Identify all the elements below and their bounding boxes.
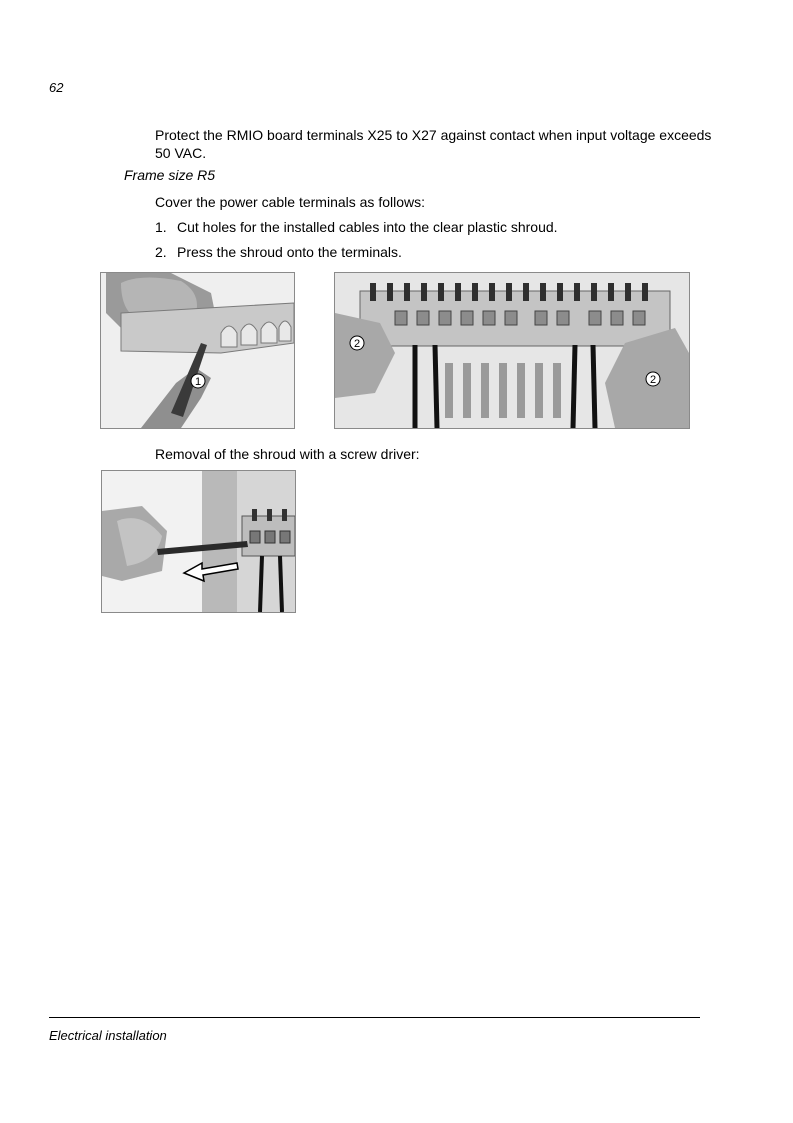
footer-rule (49, 1017, 700, 1018)
list-number: 1. (155, 219, 167, 235)
list-item (155, 219, 558, 235)
pressing-shroud-photo (334, 272, 690, 429)
list-number: 2. (155, 244, 167, 260)
list-item (155, 244, 402, 260)
protection-paragraph: Protect the RMIO board terminals X25 to X27 against contact when input voltage exceeds 50 VAC. (155, 127, 712, 161)
shroud-removal-photo (101, 470, 296, 613)
callout-2-right: 2 (649, 374, 657, 386)
list-text: Press the shroud onto the terminals. (177, 244, 402, 260)
cutting-shroud-photo (100, 272, 295, 429)
callout-1: 1 (194, 376, 202, 388)
intro-text: Cover the power cable terminals as follows: (155, 194, 426, 210)
frame-size-heading: Frame size R5 (124, 167, 216, 183)
page-number: 62 (49, 80, 64, 95)
footer-section-title: Electrical installation (49, 1028, 167, 1043)
callout-2-left: 2 (353, 338, 361, 350)
removal-caption: Removal of the shroud with a screw driver: (155, 446, 420, 462)
list-text: Cut holes for the installed cables into the clear plastic shroud. (177, 219, 558, 235)
